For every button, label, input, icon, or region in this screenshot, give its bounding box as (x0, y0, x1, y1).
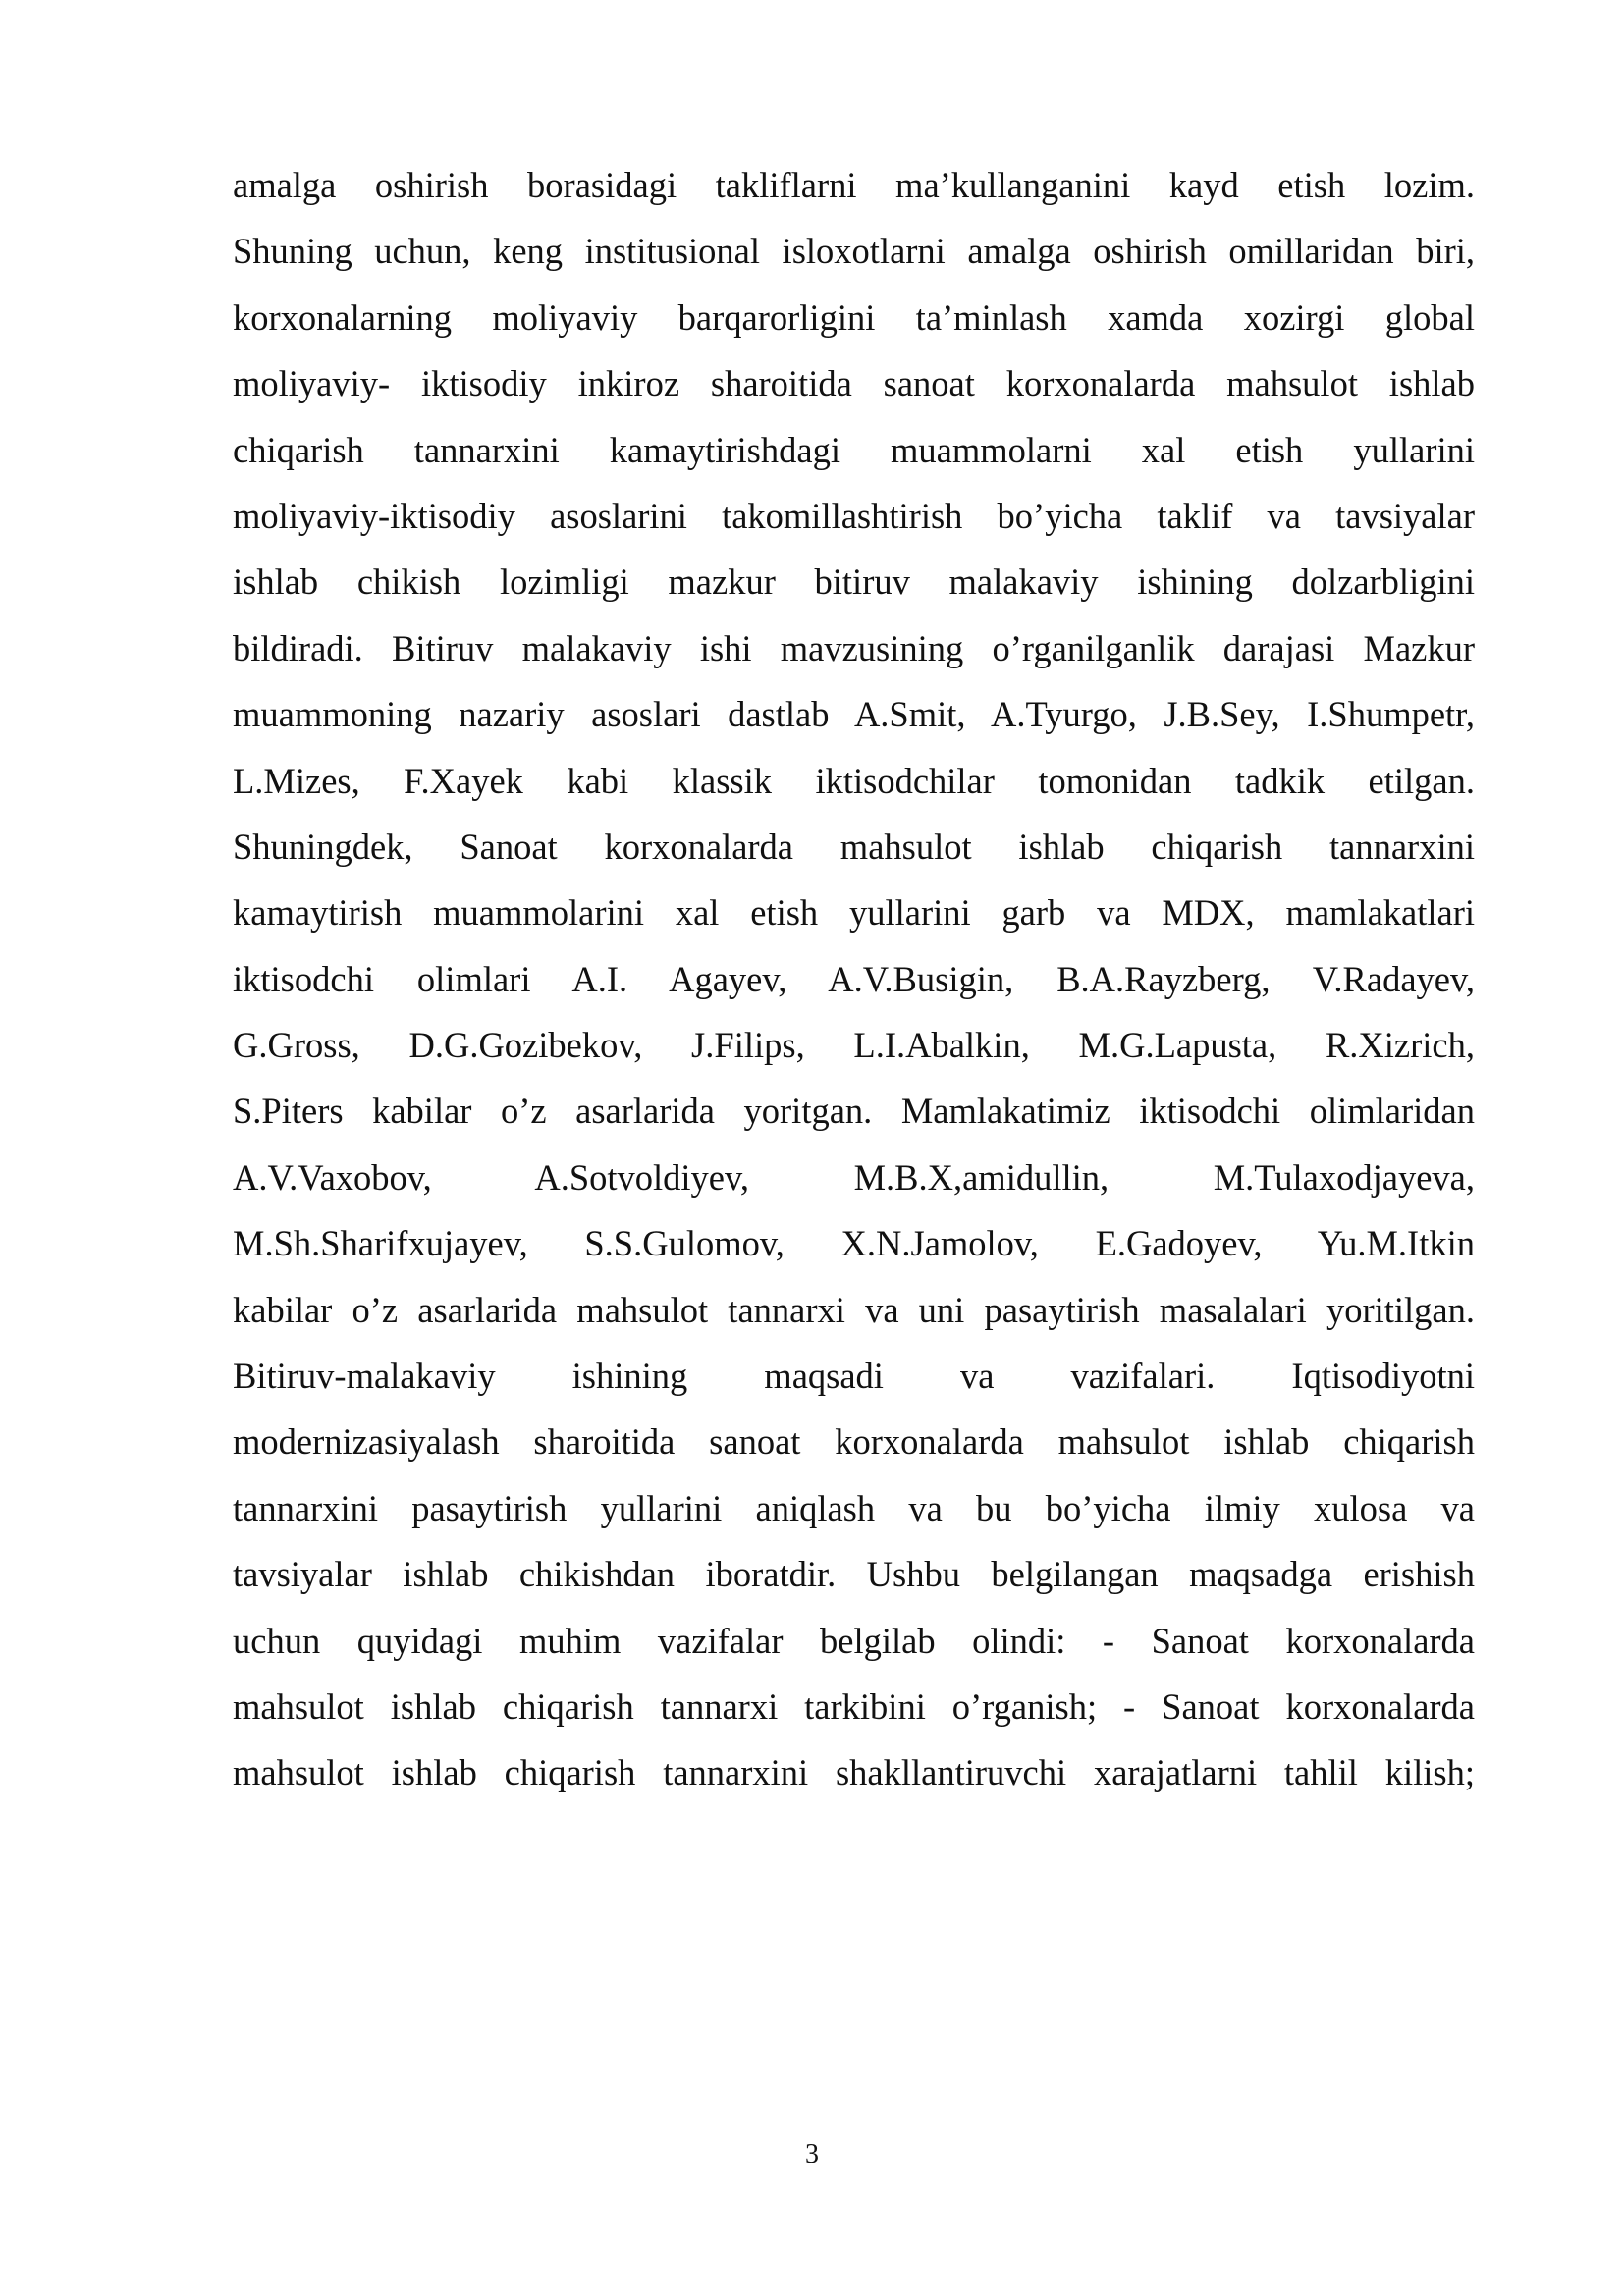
text-line: bildiradi. Bitiruv malakaviy ishi mavzusining o’rganilganlik darajasi Mazkur (233, 627, 1475, 668)
text-line: M.Sh.Sharifxujayev, S.S.Gulomov, X.N.Jamolov, E.Gadoyev, Yu.M.Itkin (233, 1223, 1475, 1264)
text-line: Shuning uchun, keng institusional isloxotlarni amalga oshirish omillaridan biri, (233, 231, 1475, 272)
text-line: modernizasiyalash sharoitida sanoat korxonalarda mahsulot ishlab chiqarish (233, 1421, 1475, 1463)
text-line: muammoning nazariy asoslari dastlab A.Smit, A.Tyurgo, J.B.Sey, I.Shumpetr, (233, 694, 1475, 735)
text-line: mahsulot ishlab chiqarish tannarxi tarkibini o’rganish; - Sanoat korxonalarda (233, 1685, 1475, 1727)
text-line: moliyaviy-iktisodiy asoslarini takomillashtirish bo’yicha taklif va tavsiyalar (233, 495, 1475, 536)
text-line: iktisodchi olimlari A.I. Agayev, A.V.Busigin, B.A.Rayzberg, V.Radayev, (233, 958, 1475, 999)
text-line: A.V.Vaxobov, A.Sotvoldiyev, M.B.X,amidullin, M.Tulaxodjayeva, (233, 1156, 1475, 1198)
text-line: S.Piters kabilar o’z asarlarida yoritgan. Mamlakatimiz iktisodchi olimlaridan (233, 1091, 1475, 1132)
text-line: kamaytirish muammolarini xal etish yullarini garb va MDX, mamlakatlari (233, 892, 1475, 934)
text-line: tannarxini pasaytirish yullarini aniqlash va bu bo’yicha ilmiy xulosa va (233, 1487, 1475, 1528)
text-line: uchun quyidagi muhim vazifalar belgilab olindi: - Sanoat korxonalarda (233, 1620, 1475, 1661)
text-line: ishlab chikish lozimligi mazkur bitiruv malakaviy ishining dolzarbligini (233, 561, 1475, 603)
text-line: Bitiruv-malakaviy ishining maqsadi va vazifalari. Iqtisodiyotni (233, 1356, 1475, 1397)
text-line: mahsulot ishlab chiqarish tannarxini shakllantiruvchi xarajatlarni tahlil kilish; (233, 1752, 1475, 1793)
text-line: tavsiyalar ishlab chikishdan iboratdir. Ushbu belgilangan maqsadga erishish (233, 1554, 1475, 1595)
text-line: Shuningdek, Sanoat korxonalarda mahsulot ishlab chiqarish tannarxini (233, 826, 1475, 867)
text-line: kabilar o’z asarlarida mahsulot tannarxi va uni pasaytirish masalalari yoritilgan. (233, 1289, 1475, 1330)
page-number: 3 (805, 2139, 819, 2169)
text-line: L.Mizes, F.Xayek kabi klassik iktisodchilar tomonidan tadkik etilgan. (233, 760, 1475, 801)
body-text (233, 152, 1475, 1806)
text-line: korxonalarning moliyaviy barqarorligini ta’minlash xamda xozirgi global (233, 296, 1475, 338)
text-line: moliyaviy- iktisodiy inkiroz sharoitida sanoat korxonalarda mahsulot ishlab (233, 363, 1475, 404)
text-line: amalga oshirish borasidagi takliflarni ma’kullanganini kayd etish lozim. (233, 165, 1475, 205)
text-line: G.Gross, D.G.Gozibekov, J.Filips, L.I.Abalkin, M.G.Lapusta, R.Xizrich, (233, 1025, 1475, 1066)
text-line: chiqarish tannarxini kamaytirishdagi muammolarni xal etish yullarini (233, 429, 1475, 470)
